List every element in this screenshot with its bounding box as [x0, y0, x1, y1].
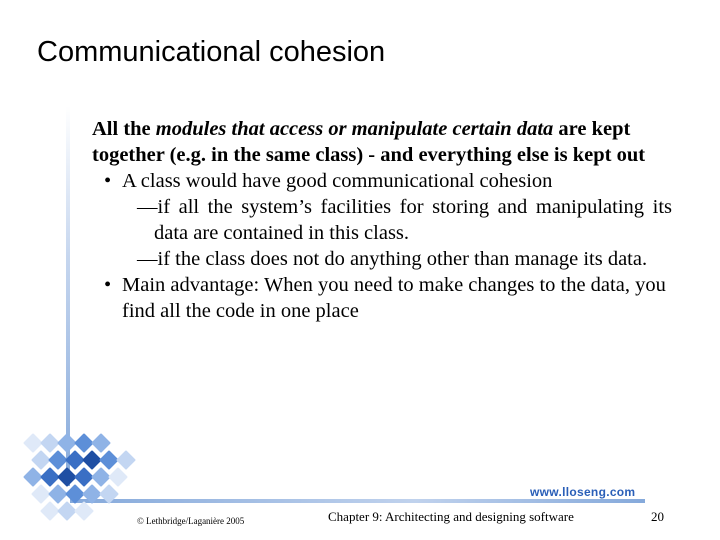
decorative-tile-mosaic — [18, 430, 138, 530]
mosaic-tile — [108, 467, 128, 487]
slide-title: Communicational cohesion — [37, 36, 386, 68]
left-divider — [66, 106, 70, 486]
sub-bullet-item: —if all the system’s facilities for storing and manipulating its data are contained in this class. — [137, 196, 672, 245]
mosaic-tile — [99, 484, 119, 504]
bullet-marker: • — [104, 170, 112, 193]
copyright-notice: © Lethbridge/Laganière 2005 — [137, 516, 245, 526]
mosaic-tile — [116, 450, 136, 470]
lead-paragraph: All the modules that access or manipulate certain data are kept together (e.g. in the same class) - and everything else is kept out — [92, 118, 646, 167]
dash-marker: — — [137, 196, 158, 219]
emphasis-text: modules that access or manipulate certain data — [155, 118, 554, 140]
dash-marker: — — [137, 248, 158, 271]
slide-body — [92, 116, 672, 324]
bottom-divider — [70, 499, 645, 503]
chapter-title: Chapter 9: Architecting and designing software — [328, 509, 574, 524]
website-url: www.lloseng.com — [530, 485, 636, 499]
bullet-marker: • — [104, 274, 112, 297]
mosaic-tile — [74, 501, 94, 521]
bullet-item: • A class would have good communicational cohesion — [92, 168, 672, 194]
bullet-item: • Main advantage: When you need to make changes to the data, you find all the code in one place — [104, 274, 666, 323]
page-number: 20 — [651, 509, 664, 524]
sub-bullet-item: —if the class does not do anything other than manage its data. — [137, 248, 648, 271]
